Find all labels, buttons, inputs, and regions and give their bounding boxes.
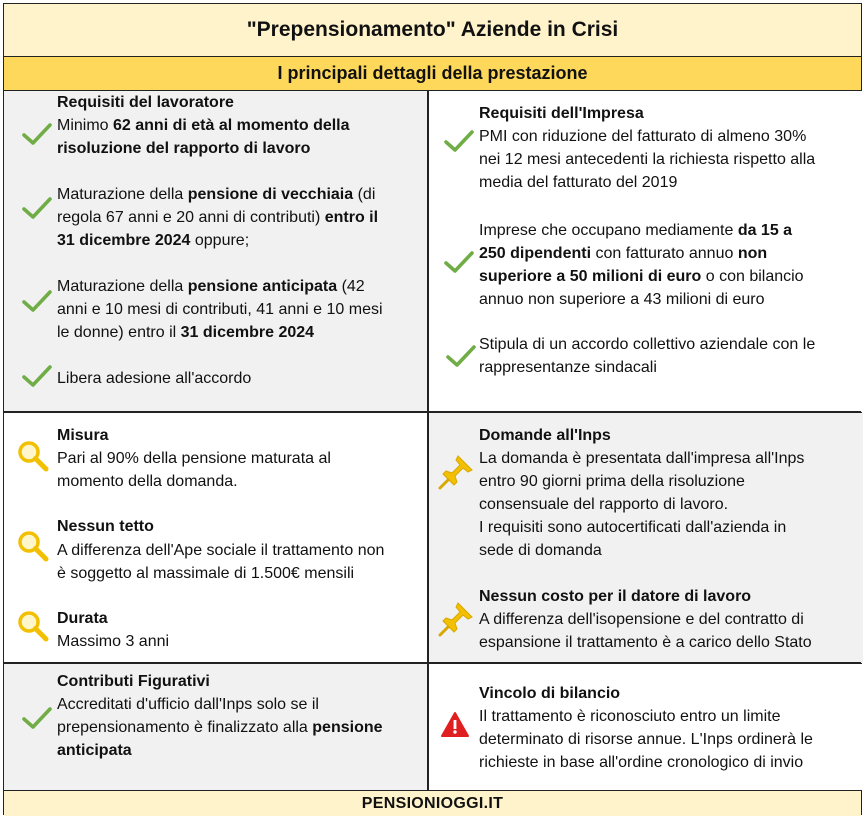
check-icon	[22, 122, 52, 146]
contributions-text: Accreditati d'ufficio dall'Inps solo se il prepensionamento è finalizzato alla pensione anticipata	[57, 696, 383, 759]
magnifier-icon	[17, 440, 49, 472]
worker-voluntary-adhesion: Libera adesione all'accordo	[57, 370, 252, 387]
check-icon	[444, 250, 474, 274]
page-title: "Prepensionamento" Aziende in Crisi	[4, 4, 861, 57]
check-icon	[22, 289, 52, 313]
check-icon	[444, 129, 474, 153]
check-icon	[22, 364, 52, 388]
worker-requirements-heading: Requisiti del lavoratore	[57, 94, 234, 111]
pushpin-icon	[438, 601, 474, 637]
worker-early-pension-requirement: Maturazione della pensione anticipata (42 anni e 10 mesi di contributi, 41 anni e 10 mesi le donne) entro il 31 dicembre 2024	[57, 278, 383, 341]
measure-text: Pari al 90% della pensione maturata al momento della domanda.	[57, 450, 331, 490]
footer-brand: PENSIONIOGGI.IT	[4, 790, 861, 816]
contributions-heading: Contributi Figurativi	[57, 673, 210, 690]
measure-heading: Misura	[57, 427, 109, 444]
company-requirements-heading: Requisiti dell'Impresa	[479, 105, 644, 122]
no-cost-heading: Nessun costo per il datore di lavoro	[479, 588, 752, 605]
no-cap-heading: Nessun tetto	[57, 518, 154, 535]
column-divider	[427, 91, 429, 790]
check-icon	[22, 706, 52, 730]
magnifier-icon	[17, 530, 49, 562]
no-cost-text: A differenza dell'isopensione e del contratto di espansione il trattamento è a carico dello Stato	[479, 611, 812, 651]
duration-heading: Durata	[57, 610, 108, 627]
company-collective-agreement: Stipula di un accordo collettivo aziendale con le rappresentanze sindacali	[479, 336, 816, 376]
check-icon	[22, 196, 52, 220]
no-cap-text: A differenza dell'Ape sociale il trattamento non è soggetto al massimale di 1.500€ mensili	[57, 542, 385, 582]
row-divider	[4, 411, 861, 413]
budget-text: Il trattamento è riconosciuto entro un limite determinato di risorse annue. L'Inps ordinerà le richieste in base all'ordine cronologico di invio	[479, 708, 813, 771]
check-icon	[446, 344, 476, 368]
budget-heading: Vincolo di bilancio	[479, 685, 621, 702]
worker-old-age-pension-requirement: Maturazione della pensione di vecchiaia (di regola 67 anni e 20 anni di contributi) entro il 31 dicembre 2024 oppure;	[57, 186, 379, 249]
applications-text: La domanda è presentata dall'impresa all'Inps entro 90 giorni prima della risoluzione consensuale del rapporto di lavoro. I requisiti sono autocertificati dall'azienda in sede di domanda	[479, 450, 805, 559]
infographic	[3, 3, 862, 815]
page-subtitle: I principali dettagli della prestazione	[4, 57, 861, 91]
magnifier-icon	[17, 610, 49, 642]
applications-heading: Domande all'Inps	[479, 427, 611, 444]
company-size-requirement: Imprese che occupano mediamente da 15 a 250 dipendenti con fatturato annuo non superiore a 50 milioni di euro o con bilancio annuo non superiore a 43 milioni di euro	[479, 222, 804, 308]
pushpin-icon	[438, 454, 474, 490]
row-divider	[4, 662, 861, 664]
worker-age-requirement: Minimo 62 anni di età al momento della risoluzione del rapporto di lavoro	[57, 117, 350, 157]
duration-text: Massimo 3 anni	[57, 633, 170, 650]
warning-icon	[440, 711, 470, 739]
company-revenue-requirement: PMI con riduzione del fatturato di almeno 30% nei 12 mesi antecedenti la richiesta rispetto alla media del fatturato del 2019	[479, 128, 816, 191]
